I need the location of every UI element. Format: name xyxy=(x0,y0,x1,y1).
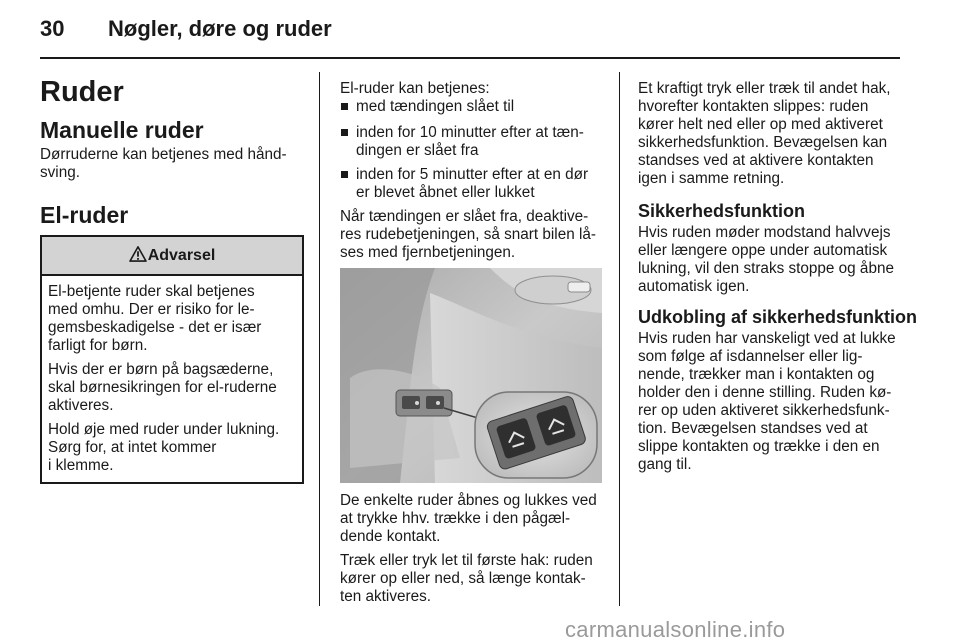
text-line: sikkerhedsfunktion. Bevægelsen kan xyxy=(638,134,888,151)
text-line: gang til. xyxy=(638,456,692,473)
text-line: som følge af isdannelser eller lig- xyxy=(638,348,863,365)
text-line: igen i samme retning. xyxy=(638,170,785,187)
text-line: ten aktiveres. xyxy=(340,588,431,605)
warning-line: Hold øje med ruder under lukning. xyxy=(48,421,280,438)
text-line: Hvis ruden har vanskeligt ved at lukke xyxy=(638,330,896,347)
text-line: rer op uden aktiveret sikkerhedsfunk- xyxy=(638,402,890,419)
warning-line: skal børnesikringen for el-ruderne xyxy=(48,379,277,396)
text-line: Dørruderne kan betjenes med hånd- xyxy=(40,146,287,163)
heading-ruder: Ruder xyxy=(40,76,124,108)
text-line: tion. Bevægelsen standses ved at xyxy=(638,420,868,437)
warning-line: Sørg for, at intet kommer xyxy=(48,439,217,456)
text-line: Når tændingen er slået fra, deaktive- xyxy=(340,208,589,225)
window-switch-illustration xyxy=(340,268,602,483)
warning-line: El-betjente ruder skal betjenes xyxy=(48,283,255,300)
text-line: ses med fjernbetjeningen. xyxy=(340,244,516,261)
column-divider-1 xyxy=(319,72,320,606)
text-line: kører helt ned eller op med aktiveret xyxy=(638,116,883,133)
warning-line: i klemme. xyxy=(48,457,114,474)
page-number: 30 xyxy=(40,16,65,41)
list-item: med tændingen slået til xyxy=(356,98,515,115)
text-line: slippe kontakten og trække i den en xyxy=(638,438,880,455)
text-line: at trykke hhv. trække i den pågæl- xyxy=(340,510,571,527)
text-line: De enkelte ruder åbnes og lukkes ved xyxy=(340,492,597,509)
warning-line: med omhu. Der er risiko for le- xyxy=(48,301,255,318)
list-item: er blevet åbnet eller lukket xyxy=(356,184,535,201)
text-line: hvorefter kontakten slippes: ruden xyxy=(638,98,869,115)
list-item: dingen er slået fra xyxy=(356,142,479,159)
watermark-link[interactable]: carmanualsonline.info xyxy=(565,617,786,642)
text-line: lukning, vil den straks stoppe og åbne xyxy=(638,260,894,277)
text-line: standses ved at aktivere kontakten xyxy=(638,152,874,169)
text-line: eller længere oppe under automatisk xyxy=(638,242,888,259)
text-line: res rudebetjeningen, så snart bilen lå- xyxy=(340,226,596,243)
column-divider-2 xyxy=(619,72,620,606)
text-line: kører op eller ned, så længe kontak- xyxy=(340,570,586,587)
intro-line: El-ruder kan betjenes: xyxy=(340,80,490,97)
text-line: sving. xyxy=(40,164,80,181)
warning-line: Hvis der er børn på bagsæderne, xyxy=(48,361,274,378)
warning-line: gemsbeskadigelse - det er især xyxy=(48,319,262,336)
heading-manuelle-ruder: Manuelle ruder xyxy=(40,117,204,143)
warning-title xyxy=(42,246,302,265)
text-line: Hvis ruden møder modstand halvvejs xyxy=(638,224,891,241)
list-item: inden for 10 minutter efter at tæn- xyxy=(356,124,584,141)
warning-line: aktiveres. xyxy=(48,397,114,414)
bullet-marker xyxy=(341,129,348,136)
text-line: holder den i denne stilling. Ruden kø- xyxy=(638,384,892,401)
header-rule xyxy=(40,57,900,59)
bullet-marker xyxy=(341,103,348,110)
warning-line: farligt for børn. xyxy=(48,337,148,354)
bullet-marker xyxy=(341,171,348,178)
chapter-title: Nøgler, døre og ruder xyxy=(108,16,332,41)
warning-triangle-icon xyxy=(129,246,147,262)
heading-udkobling: Udkobling af sikkerhedsfunktion xyxy=(638,307,918,327)
warning-title-text: Advarsel xyxy=(147,247,216,264)
heading-el-ruder: El-ruder xyxy=(40,202,129,228)
text-line: dende kontakt. xyxy=(340,528,441,545)
text-line: automatisk igen. xyxy=(638,278,750,295)
list-item: inden for 5 minutter efter at en dør xyxy=(356,166,589,183)
heading-sikkerhedsfunktion: Sikkerhedsfunktion xyxy=(638,201,806,221)
text-line: Træk eller tryk let til første hak: ruden xyxy=(340,552,593,569)
text-line: nende, trækker man i kontakten og xyxy=(638,366,875,383)
warning-header xyxy=(42,237,302,276)
text-line: Et kraftigt tryk eller træk til andet hak, xyxy=(638,80,891,97)
